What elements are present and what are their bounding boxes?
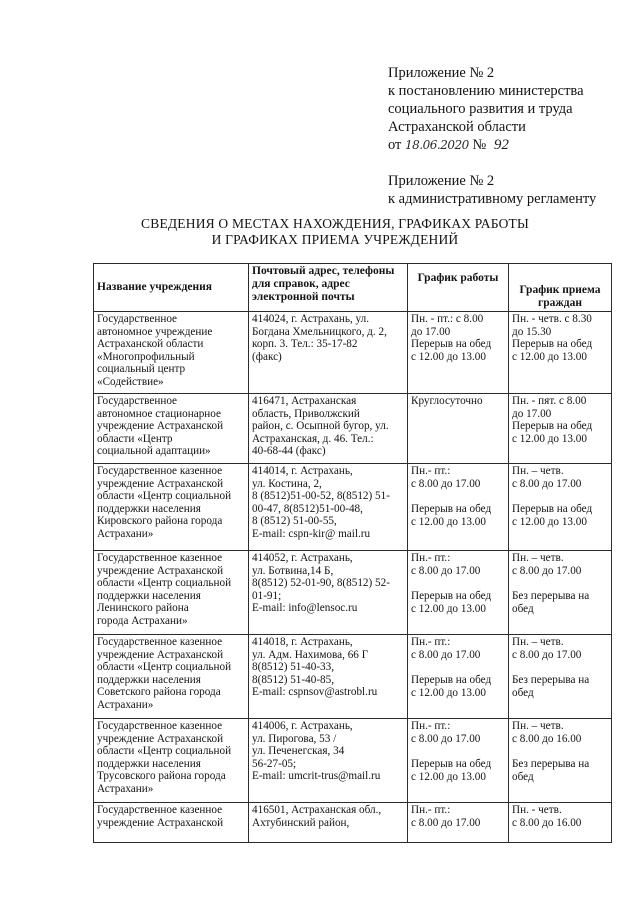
cell-line: Астрахани» xyxy=(97,698,154,711)
cell-line: области «Центр социальной xyxy=(97,490,232,502)
cell-line: с 8.00 до 17.00 xyxy=(411,648,481,661)
cell-line: учреждение Астраханской xyxy=(97,732,224,745)
cell-work-schedule xyxy=(408,719,509,803)
cell-line: социальной адаптации» xyxy=(97,445,211,457)
cell-line: 8 (8512)51-00-52, 8(8512) 51- xyxy=(252,490,390,502)
cell-line: 416471, Астраханская xyxy=(252,395,357,407)
cell-line: Советского района города xyxy=(97,686,221,698)
cell-line: Пн. – четв. xyxy=(512,636,564,648)
table-row xyxy=(94,312,612,394)
cell-line: Пн. - пят. с 8.00 xyxy=(512,395,587,407)
cell-line: с 12.00 до 13.00 xyxy=(411,515,486,528)
cell-line: E-mail: info@lensoc.ru xyxy=(252,602,358,614)
cell-line: Астраханской области xyxy=(97,338,204,350)
header-work-schedule: График работы xyxy=(408,264,509,312)
cell-line: 8 (8512) 51-00-55, xyxy=(252,515,337,527)
cell-line: до 17.00 xyxy=(512,407,552,420)
handwritten-number: 92 xyxy=(493,137,509,153)
cell-line: 416501, Астраханская обл., xyxy=(252,804,382,816)
cell-line: 56-27-05; xyxy=(252,757,297,770)
cell-line: города Астрахани» xyxy=(97,614,188,627)
cell-line: с 12.00 до 13.00 xyxy=(512,350,587,363)
cell-line: поддержки населения xyxy=(97,757,201,770)
cell-line: Пн. - пт.: с 8.00 xyxy=(411,313,484,325)
cell-line: с 8.00 до 17.00 xyxy=(512,564,582,577)
cell-line: E-mail: umcrit-trus@mail.ru xyxy=(252,770,381,782)
cell-line xyxy=(411,661,505,674)
cell-line: Перерыв на обед xyxy=(411,338,492,350)
cell-line: с 8.00 до 16.00 xyxy=(512,732,582,745)
appendix-ministry-line: социального развития и труда xyxy=(388,101,573,117)
cell-line: Пн. - четв. xyxy=(512,804,562,816)
cell-line: Перерыв на обед xyxy=(512,338,593,350)
cell-line: 8(8512) 51-40-85, xyxy=(252,673,335,686)
cell-address xyxy=(249,635,408,719)
cell-work-schedule xyxy=(408,635,509,719)
cell-line: с 8.00 до 17.00 xyxy=(411,477,481,490)
cell-line: до 15.30 xyxy=(512,325,552,338)
cell-reception-schedule xyxy=(509,719,612,803)
handwritten-date: 18.06.2020 xyxy=(405,138,469,152)
table-row xyxy=(94,803,612,843)
cell-line: Без перерыва на xyxy=(512,758,590,770)
cell-line: Пн. – четв. xyxy=(512,465,564,477)
cell-line: Ахтубинский район, xyxy=(252,816,350,829)
cell-line: район, с. Осыпной бугор, ул. xyxy=(252,420,389,432)
appendix-title: Приложение № 2 xyxy=(388,173,495,189)
cell-line: с 8.00 до 17.00 xyxy=(411,564,481,577)
cell-institution-name xyxy=(94,551,249,635)
cell-line: Кировского района города xyxy=(97,515,223,527)
cell-address xyxy=(249,312,408,394)
cell-line: с 12.00 до 13.00 xyxy=(411,350,486,363)
cell-institution-name xyxy=(94,464,249,551)
cell-line: Астрахани» xyxy=(97,527,154,540)
cell-line: до 17.00 xyxy=(411,325,451,338)
cell-line: «Содействие» xyxy=(97,375,164,388)
cell-reception-schedule xyxy=(509,551,612,635)
cell-institution-name xyxy=(94,719,249,803)
cell-line: ул. Адм. Нахимова, 66 Г xyxy=(252,648,369,661)
cell-line: Астраханская, д. 46. Тел.: xyxy=(252,432,374,445)
cell-line: учреждение Астраханской xyxy=(97,477,224,490)
cell-address xyxy=(249,394,408,464)
cell-line: «Многопрофильный xyxy=(97,350,195,363)
cell-line: 414052, г. Астрахань, xyxy=(252,552,353,564)
table-row xyxy=(94,394,612,464)
table-header-row xyxy=(94,264,612,312)
cell-line: Пн.- пт.: xyxy=(411,552,451,564)
cell-line: 414014, г. Астрахань, xyxy=(252,465,353,477)
cell-address xyxy=(249,719,408,803)
cell-line xyxy=(411,577,505,590)
cell-line xyxy=(512,745,608,758)
header-name: Название учреждения xyxy=(94,264,249,312)
cell-line: (факс) xyxy=(252,350,282,363)
table-row xyxy=(94,551,612,635)
cell-line: Государственное казенное xyxy=(97,720,223,732)
cell-line: 414006, г. Астрахань, xyxy=(252,720,353,732)
cell-line: Астрахани» xyxy=(97,782,154,795)
cell-reception-schedule xyxy=(509,635,612,719)
cell-line: Пн.- пт.: xyxy=(411,720,451,732)
cell-reception-schedule xyxy=(509,312,612,394)
cell-line: область, Приволжский xyxy=(252,407,360,420)
cell-work-schedule xyxy=(408,551,509,635)
document-heading xyxy=(100,216,570,248)
cell-line: с 12.00 до 13.00 xyxy=(411,602,486,615)
cell-line: 8(8512) 52-01-90, 8(8512) 52- xyxy=(252,577,390,589)
cell-line xyxy=(512,661,608,674)
cell-line: социальный центр xyxy=(97,363,186,375)
cell-line xyxy=(512,577,608,590)
cell-work-schedule xyxy=(408,394,509,464)
cell-line: Пн.- пт.: xyxy=(411,636,451,648)
cell-line: автономное учреждение xyxy=(97,325,213,338)
cell-line: области «Центр xyxy=(97,432,173,445)
cell-line: 414024, г. Астрахань, ул. xyxy=(252,313,370,325)
appendix-to-regulation xyxy=(388,172,596,208)
cell-line: 8(8512) 51-40-33, xyxy=(252,661,335,673)
cell-line: поддержки населения xyxy=(97,673,201,686)
cell-line: Перерыв на обед xyxy=(411,674,492,686)
cell-line: с 8.00 до 17.00 xyxy=(512,477,582,490)
cell-line: с 8.00 до 17.00 xyxy=(411,816,481,829)
heading-line: СВЕДЕНИЯ О МЕСТАХ НАХОЖДЕНИЯ, ГРАФИКАХ РАБОТЫ xyxy=(141,216,529,231)
date-prefix: от xyxy=(388,137,402,153)
cell-line: Государственное xyxy=(97,313,178,325)
cell-line: учреждение Астраханской xyxy=(97,816,224,829)
cell-line: 01-91; xyxy=(252,589,282,602)
table-row xyxy=(94,719,612,803)
cell-line: учреждение Астраханской xyxy=(97,420,224,432)
header-address: Почтовый адрес, телефоны для справок, адрес электронной почты xyxy=(249,264,408,312)
cell-line: Перерыв на обед xyxy=(411,503,492,515)
cell-address xyxy=(249,803,408,843)
cell-address xyxy=(249,464,408,551)
cell-line: Пн.- пт.: xyxy=(411,465,451,477)
cell-reception-schedule xyxy=(509,803,612,843)
cell-line: учреждение Астраханской xyxy=(97,564,224,577)
cell-line: Перерыв на обед xyxy=(411,758,492,770)
cell-line: с 12.00 до 13.00 xyxy=(411,686,486,699)
cell-work-schedule xyxy=(408,312,509,394)
cell-line: Пн. - четв. с 8.30 xyxy=(512,313,592,325)
cell-line: с 12.00 до 13.00 xyxy=(512,515,587,528)
appendix-title: Приложение № 2 xyxy=(388,65,495,81)
cell-line: с 8.00 до 16.00 xyxy=(512,816,582,829)
cell-line: ул. Печенегская, 34 xyxy=(252,745,345,757)
cell-line: Пн. – четв. xyxy=(512,720,564,732)
cell-line: с 8.00 до 17.00 xyxy=(411,732,481,745)
appendix-regulation-line: к административному регламенту xyxy=(388,191,597,207)
cell-line: 40-68-44 (факс) xyxy=(252,445,326,457)
cell-institution-name xyxy=(94,394,249,464)
cell-line: ул. Ботвина,14 Б, xyxy=(252,564,334,577)
cell-line: Ленинского района xyxy=(97,602,189,614)
cell-line: поддержки населения xyxy=(97,502,201,515)
table-row xyxy=(94,464,612,551)
cell-line: автономное стационарное xyxy=(97,407,221,420)
cell-line xyxy=(411,490,505,503)
cell-line: Пн.- пт.: xyxy=(411,804,451,816)
cell-line: ул. Пирогова, 53 / xyxy=(252,732,337,745)
cell-line: с 12.00 до 13.00 xyxy=(411,770,486,783)
cell-line: Государственное казенное xyxy=(97,636,223,648)
cell-line: Круглосуточно xyxy=(411,395,483,407)
cell-line: Богдана Хмельницкого, д. 2, xyxy=(252,325,387,338)
cell-line: Перерыв на обед xyxy=(411,590,492,602)
cell-line: E-mail: cspnsov@astrobl.ru xyxy=(252,686,378,698)
cell-institution-name xyxy=(94,635,249,719)
cell-line: с 8.00 до 17.00 xyxy=(512,648,582,661)
cell-line xyxy=(411,745,505,758)
cell-line: Государственное казенное xyxy=(97,804,223,816)
cell-line: Без перерыва на xyxy=(512,590,590,602)
cell-line: E-mail: cspn-kir@ mail.ru xyxy=(252,527,371,540)
heading-line: И ГРАФИКАХ ПРИЕМА УЧРЕЖДЕНИЙ xyxy=(211,232,459,247)
cell-line: обед xyxy=(512,770,534,783)
institutions-table xyxy=(93,263,612,843)
cell-line: Перерыв на обед xyxy=(512,503,593,515)
cell-line: корп. 3. Тел.: 35-17-82 xyxy=(252,338,358,350)
cell-line: обед xyxy=(512,686,534,699)
cell-line: поддержки населения xyxy=(97,589,201,602)
cell-line: Без перерыва на xyxy=(512,674,590,686)
cell-work-schedule xyxy=(408,803,509,843)
cell-line: учреждение Астраханской xyxy=(97,648,224,661)
cell-line: с 12.00 до 13.00 xyxy=(512,432,587,445)
cell-line: 00-47, 8(8512)51-00-48, xyxy=(252,502,363,515)
cell-line: Государственное xyxy=(97,395,178,407)
cell-line: обед xyxy=(512,602,534,615)
cell-line: Государственное казенное xyxy=(97,465,223,477)
appendix-ministry-line: к постановлению министерства xyxy=(388,83,584,99)
table-row xyxy=(94,635,612,719)
cell-line: ул. Костина, 2, xyxy=(252,477,322,490)
cell-line: Трусовского района города xyxy=(97,770,226,782)
cell-line: 414018, г. Астрахань, xyxy=(252,636,353,648)
appendix-region-line: Астраханской области xyxy=(388,119,526,135)
cell-line: Государственное казенное xyxy=(97,552,223,564)
cell-line: Перерыв на обед xyxy=(512,420,593,432)
appendix-date-line xyxy=(388,136,584,154)
cell-reception-schedule xyxy=(509,394,612,464)
cell-work-schedule xyxy=(408,464,509,551)
cell-line: области «Центр социальной xyxy=(97,577,232,589)
cell-reception-schedule xyxy=(509,464,612,551)
cell-line: области «Центр социальной xyxy=(97,661,232,673)
cell-line: Пн. – четв. xyxy=(512,552,564,564)
cell-line xyxy=(512,490,608,503)
cell-institution-name xyxy=(94,803,249,843)
appendix-to-resolution xyxy=(388,64,584,154)
cell-institution-name xyxy=(94,312,249,394)
header-reception-schedule: График приема граждан xyxy=(509,264,612,312)
cell-line: области «Центр социальной xyxy=(97,745,232,757)
cell-address xyxy=(249,551,408,635)
number-prefix: № xyxy=(472,137,487,153)
